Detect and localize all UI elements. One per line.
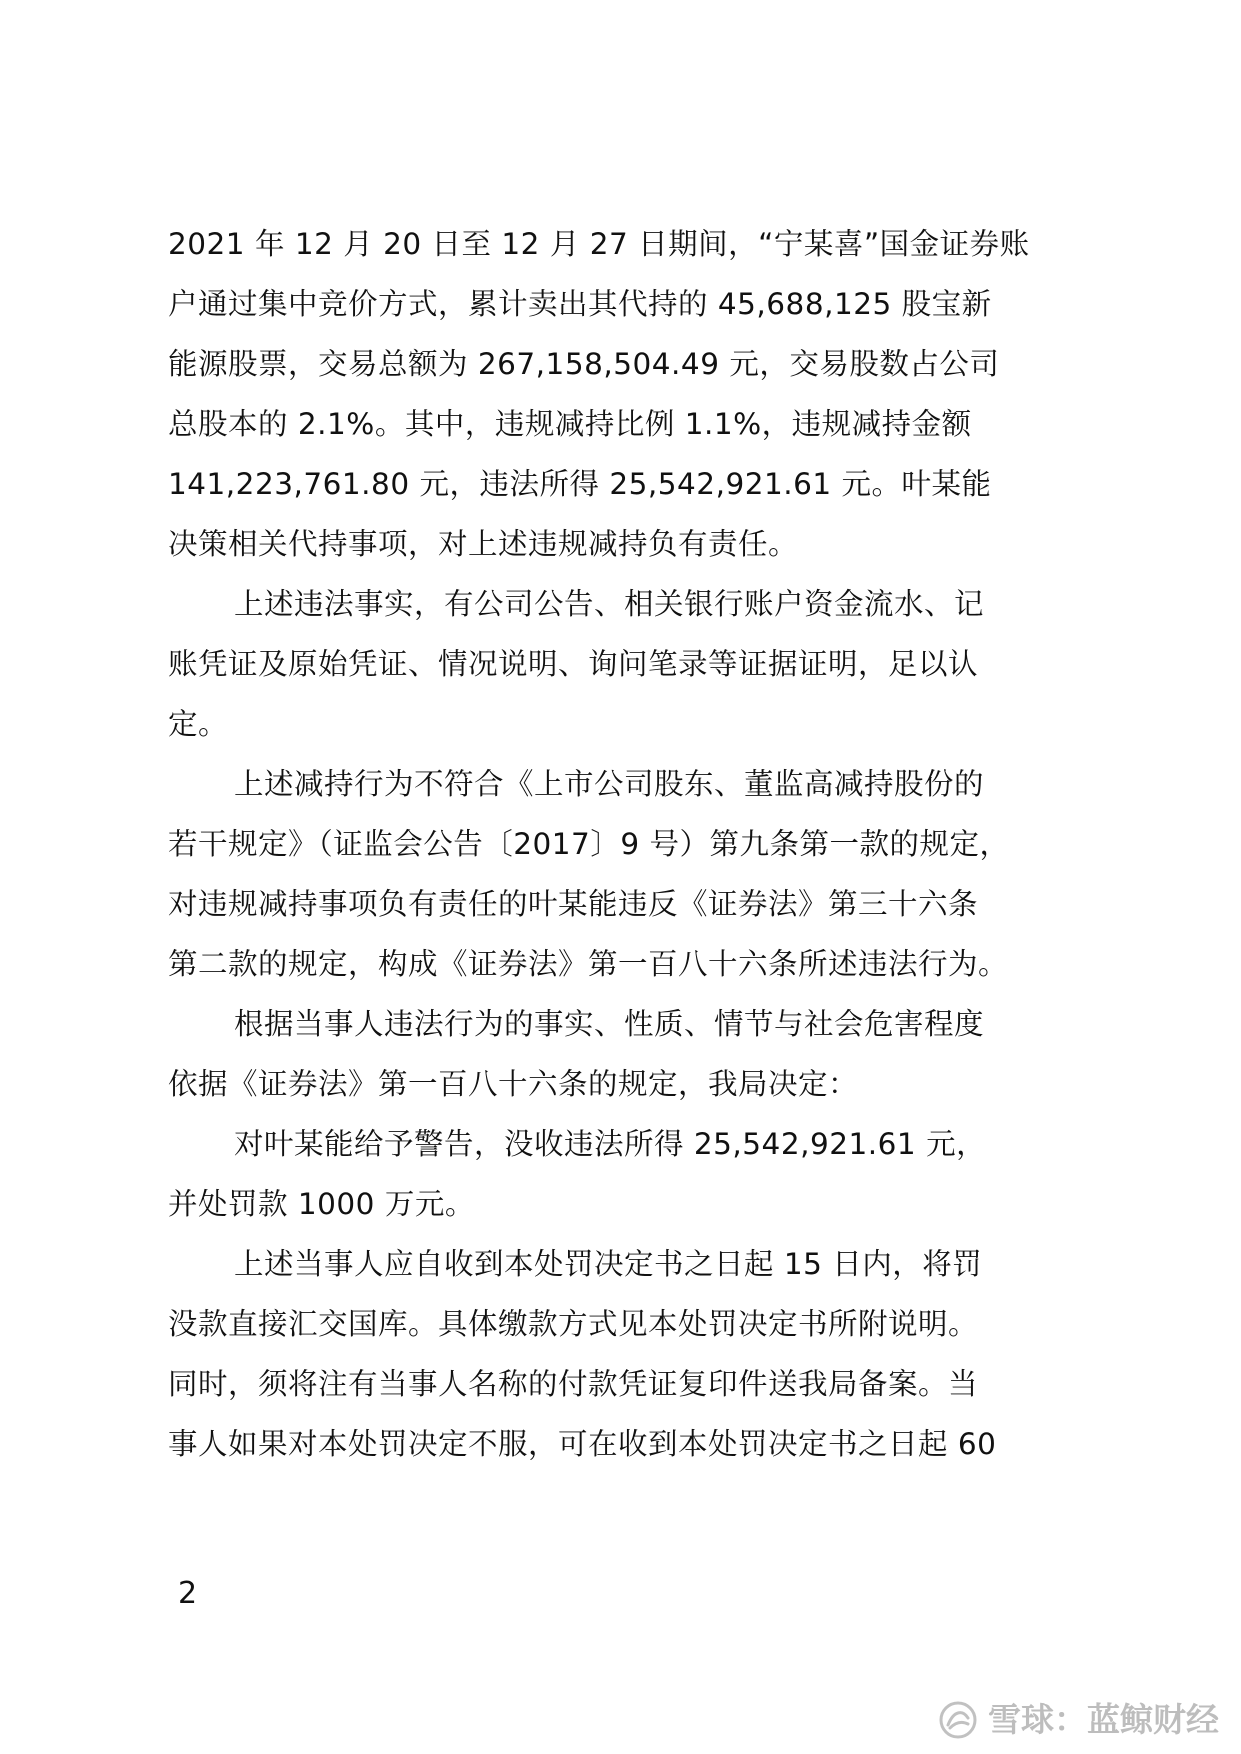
text-line-18: 上述当事人应自收到本处罚决定书之日起 15 日内，将罚 bbox=[234, 1247, 983, 1281]
text-line-17: 并处罚款 1000 万元。 bbox=[168, 1187, 475, 1221]
text-line-13: 第二款的规定，构成《证券法》第一百八十六条所述违法行为。 bbox=[168, 947, 1009, 981]
text-line-21: 事人如果对本处罚决定不服，可在收到本处罚决定书之日起 60 bbox=[168, 1427, 997, 1461]
page-number: 2 bbox=[178, 1576, 198, 1611]
text-line-14: 根据当事人违法行为的事实、性质、情节与社会危害程度 bbox=[234, 1007, 985, 1041]
text-line-2: 户通过集中竞价方式，累计卖出其代持的 45,688,125 股宝新 bbox=[168, 287, 992, 321]
text-line-10: 上述减持行为不符合《上市公司股东、董监高减持股份的 bbox=[234, 767, 985, 801]
watermark bbox=[938, 1700, 1219, 1740]
text-line-19: 没款直接汇交国库。具体缴款方式见本处罚决定书所附说明。 bbox=[168, 1307, 979, 1341]
text-line-1: 2021 年 12 月 20 日至 12 月 27 日期间，“宁某喜”国金证券账 bbox=[168, 227, 1030, 261]
text-line-12: 对违规减持事项负有责任的叶某能违反《证券法》第三十六条 bbox=[168, 887, 979, 921]
text-line-4: 总股本的 2.1%。其中，违规减持比例 1.1%，违规减持金额 bbox=[168, 407, 972, 441]
text-line-3: 能源股票，交易总额为 267,158,504.49 元，交易股数占公司 bbox=[168, 347, 1000, 381]
watermark-text: 雪球：蓝鲸财经 bbox=[988, 1700, 1219, 1739]
text-line-20: 同时，须将注有当事人名称的付款凭证复印件送我局备案。当 bbox=[168, 1367, 979, 1401]
text-line-11: 若干规定》（证监会公告〔2017〕9 号）第九条第一款的规定， bbox=[168, 827, 1010, 861]
text-line-7: 上述违法事实，有公司公告、相关银行账户资金流水、记 bbox=[234, 587, 985, 621]
snowball-logo-icon bbox=[938, 1700, 978, 1740]
text-line-9: 定。 bbox=[168, 707, 229, 741]
document-body bbox=[168, 214, 1088, 1474]
text-line-5: 141,223,761.80 元，违法所得 25,542,921.61 元。叶某能 bbox=[168, 467, 992, 501]
text-line-8: 账凭证及原始凭证、情况说明、询问笔录等证据证明，足以认 bbox=[168, 647, 979, 681]
text-line-15: 依据《证券法》第一百八十六条的规定，我局决定： bbox=[168, 1067, 859, 1101]
text-line-6: 决策相关代持事项，对上述违规减持负有责任。 bbox=[168, 527, 799, 561]
text-line-16: 对叶某能给予警告，没收违法所得 25,542,921.61 元， bbox=[234, 1127, 987, 1161]
